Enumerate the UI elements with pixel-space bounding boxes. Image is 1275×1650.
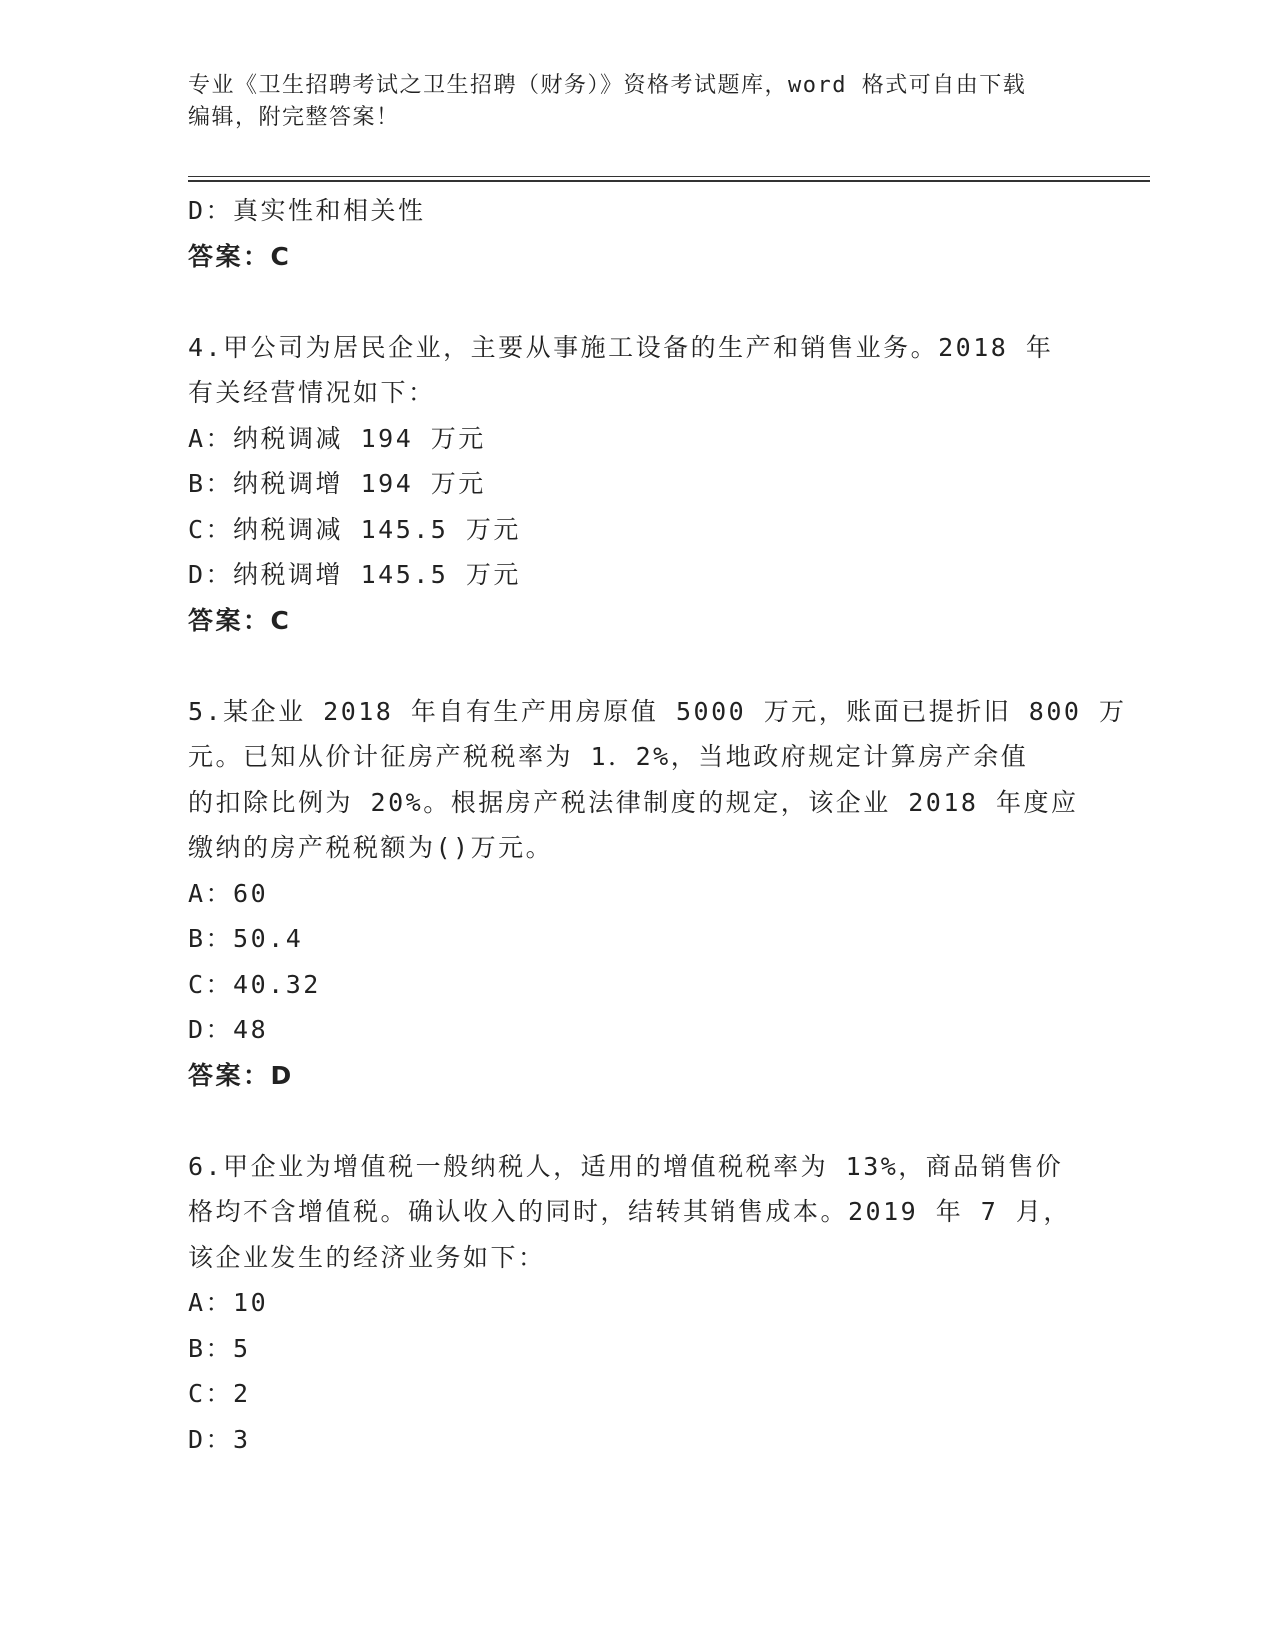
spacer <box>188 279 1088 325</box>
option-a: A：60 <box>188 878 269 908</box>
question-stem-line: 6.甲企业为增值税一般纳税人，适用的增值税税率为 13%，商品销售价 <box>188 1151 1064 1181</box>
option-d: D：纳税调增 145.5 万元 <box>188 560 521 589</box>
question-stem-line: 格均不含增值税。确认收入的同时，结转其销售成本。2019 年 7 月， <box>188 1197 1071 1226</box>
option-d: D：48 <box>188 1015 269 1044</box>
option-a: A：10 <box>188 1288 269 1317</box>
option-b: B：纳税调增 194 万元 <box>188 469 486 498</box>
document-body <box>188 188 1127 1462</box>
prev-question-option-d: D：真实性和相关性 <box>188 196 426 225</box>
question-stem-line: 该企业发生的经济业务如下： <box>188 1242 546 1272</box>
question-stem-line: 4.甲公司为居民企业，主要从事施工设备的生产和销售业务。2018 年 <box>188 332 1054 362</box>
option-c: C：40.32 <box>188 969 321 999</box>
question-stem-line: 缴纳的房产税税额为()万元。 <box>188 833 554 862</box>
option-b: B：5 <box>188 1333 251 1363</box>
document-header <box>188 70 1088 134</box>
question-answer: 答案：D <box>188 1060 294 1090</box>
header-divider-thin <box>188 176 1150 177</box>
question-answer: 答案：C <box>188 605 292 635</box>
spacer <box>188 643 1088 689</box>
option-c: C：纳税调减 145.5 万元 <box>188 514 521 544</box>
header-line-1: 专业《卫生招聘考试之卫生招聘（财务）》资格考试题库，word 格式可自由下载 <box>188 73 1027 98</box>
question-stem-line: 有关经营情况如下： <box>188 378 436 407</box>
option-d: D：3 <box>188 1424 251 1454</box>
question-4 <box>188 325 1088 644</box>
header-line-2: 编辑，附完整答案！ <box>188 105 400 130</box>
question-stem-line: 的扣除比例为 20%。根据房产税法律制度的规定，该企业 2018 年度应 <box>188 787 1079 817</box>
prev-question-answer: 答案：C <box>188 241 292 271</box>
option-b: B：50.4 <box>188 924 304 953</box>
option-a: A：纳税调减 194 万元 <box>188 423 486 453</box>
option-c: C：2 <box>188 1379 251 1408</box>
question-stem-line: 元。已知从价计征房产税税率为 1．2%，当地政府规定计算房产余值 <box>188 742 1029 771</box>
question-5 <box>188 689 1127 1099</box>
spacer <box>188 1098 1088 1144</box>
question-6 <box>188 1144 1088 1463</box>
question-stem-line: 5.某企业 2018 年自有生产用房原值 5000 万元，账面已提折旧 800 万 <box>188 696 1127 726</box>
header-divider-thick <box>188 180 1150 182</box>
